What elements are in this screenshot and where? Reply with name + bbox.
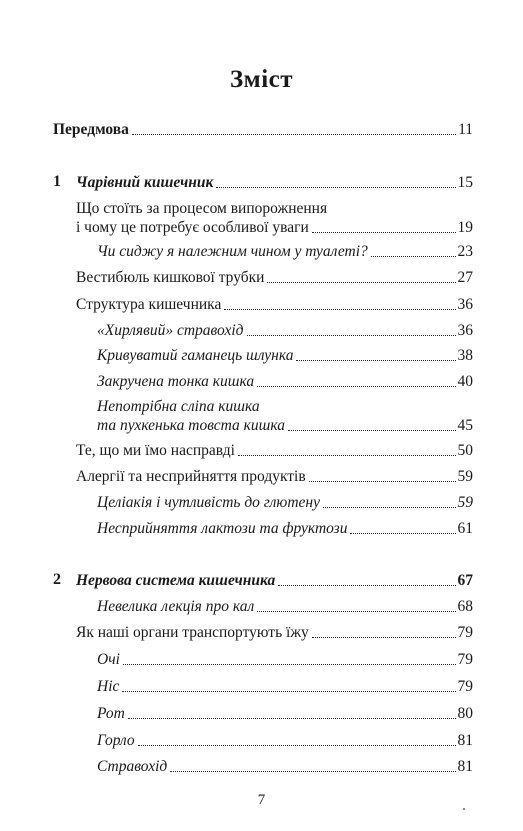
leader-dots — [170, 771, 455, 772]
toc-entry-label: Ніс — [97, 678, 120, 695]
leader-dots — [132, 134, 456, 135]
leader-dots — [216, 187, 455, 188]
toc-entry-label: Несприйняття лактози та фруктози — [97, 520, 348, 537]
toc-entry-page: 79 — [457, 624, 473, 641]
chapter-title: Нервова система кишечника — [76, 572, 276, 589]
toc-entry — [97, 731, 473, 750]
leader-dots — [312, 232, 456, 233]
leader-dots — [257, 611, 455, 612]
leader-dots — [122, 691, 455, 692]
toc-entry — [97, 650, 473, 669]
toc-entry — [97, 704, 473, 723]
toc-entry-page: 11 — [458, 121, 473, 138]
leader-dots — [138, 745, 456, 746]
chapter-number: 1 — [53, 173, 61, 190]
toc-entry — [76, 467, 473, 486]
leader-dots — [257, 386, 455, 387]
toc-entry-page: 27 — [457, 269, 473, 286]
toc-entry-page: 38 — [457, 347, 473, 364]
chapter-title: Чарівний кишечник — [76, 174, 214, 191]
toc-entry — [97, 321, 473, 340]
toc-entry-label: Горло — [97, 732, 135, 749]
page-title: Зміст — [229, 66, 294, 93]
leader-dots — [267, 282, 455, 283]
leader-dots — [350, 533, 455, 534]
toc-entry-page: 81 — [457, 732, 473, 749]
toc-entry — [97, 242, 473, 261]
toc-entry-label: Невелика лекція про кал — [97, 598, 255, 615]
toc-entry-page: 68 — [457, 598, 473, 615]
toc-entry-label-line2: та пухкенька товста кишка — [97, 417, 285, 434]
toc-entry-label-line1: Що стоїть за процесом випорожнення — [76, 200, 328, 217]
leader-dots — [128, 718, 456, 719]
toc-entry — [76, 268, 473, 287]
leader-dots — [123, 664, 456, 665]
leader-dots — [371, 256, 456, 257]
leader-dots — [296, 360, 455, 361]
leader-dots — [238, 455, 456, 456]
leader-dots — [323, 507, 456, 508]
toc-entry-label: Те, що ми їмо насправді — [76, 442, 235, 459]
toc-entry-label: Очі — [97, 651, 120, 668]
scan-speck — [463, 808, 465, 810]
toc-entry-page: 67 — [457, 572, 473, 589]
leader-dots — [224, 309, 455, 310]
toc-entry — [97, 597, 473, 616]
toc-entry-page: 45 — [457, 417, 473, 434]
toc-entry-page: 23 — [457, 243, 473, 260]
leader-dots — [312, 637, 456, 638]
leader-dots — [309, 481, 456, 482]
page-number: 7 — [257, 792, 266, 808]
toc-entry-label: Алергії та несприйняття продуктів — [76, 468, 306, 485]
toc-entry — [97, 372, 473, 391]
toc-entry-page: 59 — [457, 468, 473, 485]
toc-chapter-1 — [76, 173, 473, 192]
toc-entry-label: Чи сиджу я належним чином у туалеті? — [97, 243, 368, 260]
toc-entry-page: 79 — [457, 678, 473, 695]
toc-entry — [97, 346, 473, 365]
toc-entry-page: 81 — [457, 758, 473, 775]
toc-entry-label: Передмова — [53, 121, 129, 138]
toc-entry-page: 36 — [457, 296, 473, 313]
toc-entry-label: Рот — [97, 705, 125, 722]
toc-entry — [97, 397, 473, 435]
toc-entry — [97, 493, 473, 512]
toc-entry-page: 80 — [457, 705, 473, 722]
toc-entry-label: Структура кишечника — [76, 296, 222, 313]
toc-entry — [97, 519, 473, 538]
toc-entry-label: Вестибюль кишкової трубки — [76, 269, 265, 286]
toc-entry-label: «Хирлявий» стравохід — [97, 322, 244, 339]
toc-entry-page: 36 — [457, 322, 473, 339]
toc-entry-page: 19 — [457, 219, 473, 236]
leader-dots — [278, 585, 455, 586]
toc-entry-page: 59 — [457, 494, 473, 511]
leader-dots — [288, 430, 456, 431]
toc-entry — [76, 295, 473, 314]
leader-dots — [247, 335, 456, 336]
toc-entry-page: 61 — [457, 520, 473, 537]
toc-entry-label-line1: Непотрібна сліпа кишка — [97, 398, 260, 415]
toc-entry-label: Як наші органи транспортують їжу — [76, 624, 309, 641]
toc-entry-label: Целіакія і чутливість до глютену — [97, 494, 320, 511]
toc-entry-label: Кривуватий гаманець шлунка — [97, 347, 294, 364]
toc-entry-preface — [53, 120, 473, 139]
toc-entry-page: 50 — [457, 442, 473, 459]
chapter-number: 2 — [53, 571, 61, 588]
toc-entry-page: 15 — [457, 174, 473, 191]
toc-entry-label-line2: і чому це потребує особливої уваги — [76, 219, 309, 236]
toc-entry — [76, 441, 473, 460]
toc-entry — [97, 677, 473, 696]
toc-entry-label: Закручена тонка кишка — [97, 373, 255, 390]
toc-chapter-2 — [76, 571, 473, 590]
toc-entry — [97, 757, 473, 776]
toc-entry-page: 40 — [457, 373, 473, 390]
toc-entry-label: Стравохід — [97, 758, 168, 775]
toc-entry-page: 79 — [457, 651, 473, 668]
toc-entry — [76, 199, 473, 237]
toc-entry — [76, 623, 473, 642]
